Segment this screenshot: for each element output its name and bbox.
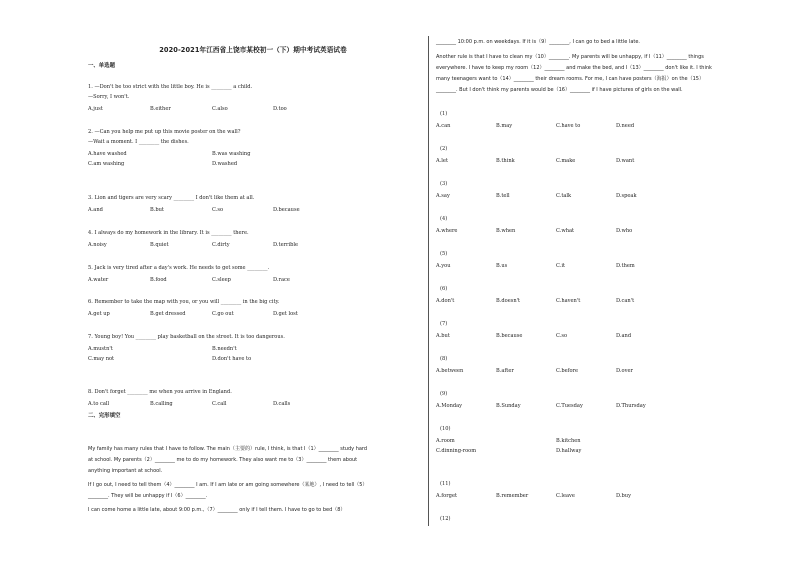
question-3-option-a[interactable]: A.and	[88, 207, 103, 213]
cloze-10-option-d[interactable]: D.hallway	[556, 448, 582, 454]
cloze-4-option-d[interactable]: D.who	[616, 228, 633, 234]
passage-line: I can come home a little late, about 9:00 p.m.,（7）________ only if I tell them. I have to go to bed（8）	[88, 507, 346, 513]
cloze-10-option-b[interactable]: B.kitchen	[556, 438, 581, 444]
passage-line: anything important at school.	[88, 468, 163, 474]
cloze-8-option-b[interactable]: B.after	[496, 368, 514, 374]
cloze-1-option-d[interactable]: D.need	[616, 123, 635, 129]
question-2-reply: —Wait a moment. I ________ the dishes.	[88, 139, 189, 145]
question-7-option-a[interactable]: A.mustn't	[88, 346, 113, 352]
cloze-3-option-b[interactable]: B.tell	[496, 193, 510, 199]
cloze-5-number: (5)	[440, 251, 448, 257]
cloze-2-option-a[interactable]: A.let	[436, 158, 448, 164]
question-4-option-b[interactable]: B.quiet	[150, 242, 169, 248]
cloze-7-number: (7)	[440, 321, 448, 327]
cloze-2-option-d[interactable]: D.want	[616, 158, 635, 164]
question-7-stem: 7. Young boy! You ________ play basketball on the street. It is too dangerous.	[88, 334, 285, 340]
cloze-4-option-a[interactable]: A.where	[436, 228, 458, 234]
passage-line: many teenagers want to（14）________ their dream rooms. For me, I can have posters（海报）on the（15）	[436, 76, 704, 82]
question-5-option-a[interactable]: A.water	[88, 277, 109, 283]
cloze-1-option-a[interactable]: A.can	[436, 123, 451, 129]
passage-line: Another rule is that I have to clean my（10）________. My parents will be unhappy, if I（11）________ things	[436, 54, 704, 60]
question-6-stem: 6. Remember to take the map with you, or you will ________ in the big city.	[88, 299, 280, 305]
cloze-4-option-b[interactable]: B.when	[496, 228, 516, 234]
cloze-3-option-c[interactable]: C.talk	[556, 193, 572, 199]
cloze-11-option-b[interactable]: B.remember	[496, 493, 529, 499]
cloze-9-option-c[interactable]: C.Tuesday	[556, 403, 583, 409]
cloze-1-number: (1)	[440, 111, 448, 117]
question-5-stem: 5. Jack is very tired after a day's work. He needs to get some ________.	[88, 265, 270, 271]
cloze-5-option-a[interactable]: A.you	[436, 263, 451, 269]
cloze-8-number: (8)	[440, 356, 448, 362]
question-2-option-a[interactable]: A.have washed	[88, 151, 127, 157]
passage-line: at school. My parents（2）________ me to do my homework. They also want me to（3）________ them about	[88, 457, 358, 463]
cloze-4-option-c[interactable]: C.what	[556, 228, 575, 234]
cloze-2-number: (2)	[440, 146, 448, 152]
section-heading-single-choice: 一、单选题	[88, 63, 115, 69]
cloze-5-option-b[interactable]: B.us	[496, 263, 508, 269]
cloze-5-option-d[interactable]: D.them	[616, 263, 635, 269]
question-1-option-c[interactable]: C.also	[212, 106, 228, 112]
passage-line: ________. They will be unhappy if I（6）________.	[88, 493, 208, 499]
cloze-5-option-c[interactable]: C.it	[556, 263, 566, 269]
cloze-8-option-d[interactable]: D.over	[616, 368, 633, 374]
question-5-option-c[interactable]: C.sleep	[212, 277, 231, 283]
cloze-6-number: (6)	[440, 286, 448, 292]
question-2-stem: 2. —Can you help me put up this movie poster on the wall?	[88, 129, 241, 135]
question-4-option-a[interactable]: A.noisy	[88, 242, 107, 248]
cloze-11-number: (11)	[440, 481, 451, 487]
cloze-6-option-d[interactable]: D.can't	[616, 298, 635, 304]
cloze-10-option-c[interactable]: C.dinning-room	[436, 448, 477, 454]
question-8-option-b[interactable]: B.calling	[150, 401, 173, 407]
page-title: 2020-2021年江西省上饶市某校初一（下）期中考试英语试卷	[159, 46, 347, 54]
cloze-9-option-a[interactable]: A.Monday	[436, 403, 463, 409]
cloze-11-option-d[interactable]: D.buy	[616, 493, 631, 499]
question-4-stem: 4. I always do my homework in the library. It is ________ there.	[88, 230, 249, 236]
cloze-2-option-c[interactable]: C.make	[556, 158, 576, 164]
cloze-11-option-a[interactable]: A.forget	[436, 493, 458, 499]
cloze-9-number: (9)	[440, 391, 448, 397]
cloze-7-option-a[interactable]: A.but	[436, 333, 450, 339]
question-2-option-b[interactable]: B.was washing	[212, 151, 251, 157]
question-6-option-a[interactable]: A.get up	[88, 311, 110, 317]
passage-line: If I go out, I need to tell them（4）________ I am. If I am late or am going somewhere（某地）, I need to tell（5）	[88, 482, 368, 488]
passage-line: ________ 10:00 p.m. on weekdays. If it is（9）________, I can go to bed a little late.	[436, 39, 641, 45]
section-heading-cloze: 二、完形填空	[88, 413, 121, 419]
column-divider	[428, 36, 429, 526]
question-5-option-b[interactable]: B.food	[150, 277, 167, 283]
question-7-option-b[interactable]: B.needn't	[212, 346, 237, 352]
question-4-option-c[interactable]: C.dirty	[212, 242, 230, 248]
question-6-option-b[interactable]: B.get dressed	[150, 311, 186, 317]
cloze-7-option-d[interactable]: D.and	[616, 333, 632, 339]
question-1-reply: —Sorry, I won't.	[88, 94, 130, 100]
cloze-4-number: (4)	[440, 216, 448, 222]
question-3-option-c[interactable]: C.so	[212, 207, 224, 213]
question-8-option-d[interactable]: D.calls	[273, 401, 291, 407]
cloze-3-number: (3)	[440, 181, 448, 187]
cloze-6-option-b[interactable]: B.doesn't	[496, 298, 521, 304]
question-8-option-c[interactable]: C.call	[212, 401, 227, 407]
cloze-8-option-a[interactable]: A.between	[436, 368, 464, 374]
question-1-option-a[interactable]: A.just	[88, 106, 103, 112]
question-3-option-b[interactable]: B.but	[150, 207, 164, 213]
passage-line: My family has many rules that I have to follow. The main（主要的）rule, I think, is that I（1）________ study hard	[88, 446, 368, 452]
question-2-option-d[interactable]: D.washed	[212, 161, 238, 167]
question-1-stem: 1. —Don't be too strict with the little boy. He is ________ a child.	[88, 84, 253, 90]
question-2-option-c[interactable]: C.am washing	[88, 161, 125, 167]
cloze-1-option-c[interactable]: C.have to	[556, 123, 581, 129]
question-3-stem: 3. Lion and tigers are very scary ________ I don't like them at all.	[88, 195, 255, 201]
question-5-option-d[interactable]: D.race	[273, 277, 290, 283]
cloze-7-option-c[interactable]: C.so	[556, 333, 568, 339]
question-8-stem: 8. Don't forget ________ me when you arrive in England.	[88, 389, 232, 395]
cloze-7-option-b[interactable]: B.because	[496, 333, 523, 339]
question-8-option-a[interactable]: A.to call	[88, 401, 110, 407]
question-6-option-d[interactable]: D.get lost	[273, 311, 298, 317]
cloze-6-option-c[interactable]: C.haven't	[556, 298, 581, 304]
question-7-option-d[interactable]: D.don't have to	[212, 356, 252, 362]
cloze-12-number: (12)	[440, 516, 451, 522]
question-6-option-c[interactable]: C.go out	[212, 311, 234, 317]
cloze-1-option-b[interactable]: B.may	[496, 123, 513, 129]
question-4-option-d[interactable]: D.terrible	[273, 242, 298, 248]
question-3-option-d[interactable]: D.because	[273, 207, 300, 213]
question-1-option-b[interactable]: B.either	[150, 106, 171, 112]
question-1-option-d[interactable]: D.too	[273, 106, 287, 112]
cloze-10-option-a[interactable]: A.room	[436, 438, 455, 444]
cloze-8-option-c[interactable]: C.before	[556, 368, 579, 374]
passage-line: everywhere. I have to keep my room（12）________ and make the bed, and I（13）________ don't like it. I think	[436, 65, 712, 71]
cloze-3-option-a[interactable]: A.say	[436, 193, 450, 199]
cloze-9-option-d[interactable]: D.Thursday	[616, 403, 646, 409]
question-7-option-c[interactable]: C.may not	[88, 356, 115, 362]
cloze-9-option-b[interactable]: B.Sunday	[496, 403, 521, 409]
passage-line: ________. But I don't think my parents would be（16）________ if I have pictures of girls on the wall.	[436, 87, 683, 93]
cloze-2-option-b[interactable]: B.think	[496, 158, 515, 164]
cloze-6-option-a[interactable]: A.don't	[436, 298, 455, 304]
cloze-10-number: (10)	[440, 426, 451, 432]
cloze-3-option-d[interactable]: D.speak	[616, 193, 637, 199]
cloze-11-option-c[interactable]: C.leave	[556, 493, 575, 499]
